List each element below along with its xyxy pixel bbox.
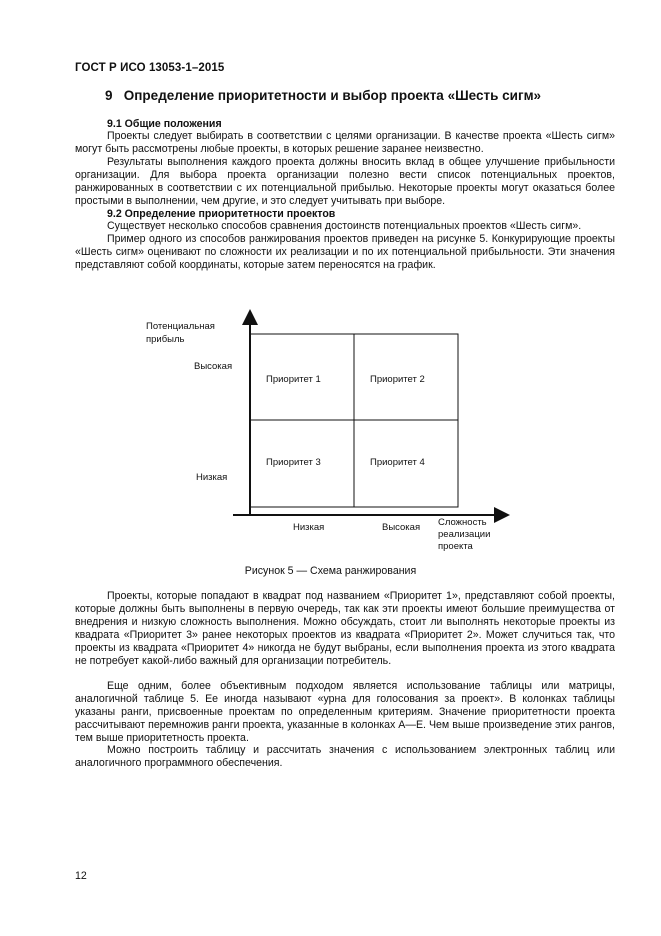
document-header: ГОСТ Р ИСО 13053-1–2015 [75,62,225,74]
paragraph: Пример одного из способов ранжирования проектов приведен на рисунке 5. Конкурирующие проекты «Шесть сигм» оценивают по сложности их реализации и по их потенциальной прибыльности. Эти значения представляют собой координаты, которые затем переносятся на график. [75,233,615,271]
section-heading [105,88,541,103]
quadrant-priority-2: Приоритет 2 [370,374,425,385]
x-axis-label-line2: реализации [438,529,491,540]
subsection-heading-9-2: 9.2 Определение приоритетности проектов [107,208,336,220]
quadrant-priority-4: Приоритет 4 [370,457,425,468]
y-axis-low-label: Низкая [196,472,228,483]
y-axis-label-line2: прибыль [146,334,185,345]
paragraph: Еще одним, более объективным подходом является использование таблицы или матрицы, аналогичной таблице 5. Ее иногда называют «урна для голосования за проект». В колонках таблицы указаны ранги, присвоенные проектам по определенным критериям. Значение приоритетности проекта рассчитывают перемножив ранги проекта, указанные в колонках А—Е. Чем выше произведение этих рангов, тем выше приоритетность проекта. [75,680,615,744]
paragraph: Проекты, которые попадают в квадрат под названием «Приоритет 1», представляют собой проекты, которые должны быть выполнены в первую очередь, так как эти проекты имеют большие преимущества от внедрения и низкую сложность выполнения. Можно обсуждать, стоит ли выполнять некоторые проекты из квадрата «Приоритет 3» ранее некоторых проектов из квадрата «Приоритет 2». Может случиться так, что проекты из квадрата «Приоритет 4» никогда не будут выбраны, если выполнения проекта из этого квадрата не потребует какой-либо важный для организации потребитель. [75,590,615,667]
quadrant-priority-1: Приоритет 1 [266,374,321,385]
quadrant-priority-3: Приоритет 3 [266,457,321,468]
x-axis-high-label: Высокая [382,522,421,533]
x-axis-label-line3: проекта [438,541,473,552]
section-title: Определение приоритетности и выбор проекта «Шесть сигм» [123,88,542,103]
priority-matrix-figure [140,312,520,557]
priority-matrix-diagram [140,312,520,557]
paragraph: Проекты следует выбирать в соответствии с целями организации. В качестве проекта «Шесть сигм» могут быть рассмотрены любые проекты, в которых решение заранее неизвестно. [75,130,615,155]
x-axis-label-line1: Сложность [438,517,487,528]
section-number: 9 [105,88,113,103]
y-axis-label-line1: Потенциальная [146,321,215,332]
page-number: 12 [75,870,87,882]
figure-caption: Рисунок 5 — Схема ранжирования [244,565,417,577]
paragraph: Можно построить таблицу и рассчитать значения с использованием электронных таблиц или аналогичного программного обеспечения. [75,744,615,769]
y-axis-high-label: Высокая [194,361,233,372]
x-axis-low-label: Низкая [293,522,325,533]
paragraph: Существует несколько способов сравнения достоинств потенциальных проектов «Шесть сигм». [107,220,582,232]
paragraph: Результаты выполнения каждого проекта должны вносить вклад в общее улучшение прибыльности организации. Для выбора проекта организации полезно вести список потенциальных проектов, ранжированных в соответствии с их потенциальной прибылью. Некоторые проекты могут оказаться более простыми в выполнении, чем другие, и это следует учитывать при выборе. [75,156,615,207]
subsection-heading-9-1: 9.1 Общие положения [107,118,222,130]
